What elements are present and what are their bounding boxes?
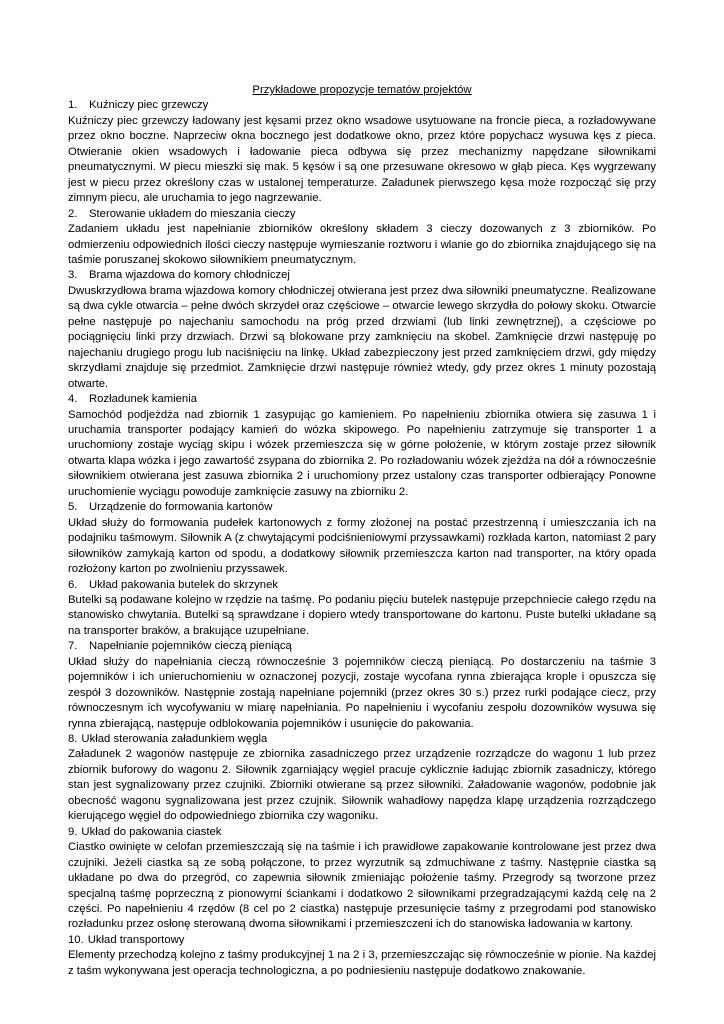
section-heading — [68, 98, 656, 113]
section-title: Kuźniczy piec grzewczy — [89, 99, 209, 112]
section-body: Dwuskrzydłowa brama wjazdowa komory chłodniczej otwierana jest przez dwa siłowniki pneumatyczne. Realizowane są dwa cykle otwarcia – pełne dwóch skrzydeł oraz częściowe – otwarcie lewego skrzydła do połowy skoku. Otwarcie pełne następuje po najechaniu samochodu na próg przed drzwiami (lub linki zewnętrznej), a częściowe po pociągnięciu linki przy drzwiach. Drzwi są blokowane przy zamknięciu na skobel. Zamknięcie drzwi następuję po najechaniu drugiego progu lub naciśnięciu na linkę. Układ zabezpieczony jest przed zamknięciem drzwi, gdy między skrzydłami znajduje się przedmiot. Zamknięcie drzwi następuje również wtedy, gdy przez okres 1 minuty pozostają otwarte. — [68, 284, 656, 390]
section-number: 8. — [68, 733, 78, 746]
section-title: Układ do pakowania ciastek — [81, 825, 222, 838]
section-number: 4. — [68, 393, 78, 406]
section-body: Układ służy do napełniania cieczą równocześnie 3 pojemników cieczą pieniącą. Po dostarczeniu na taśmie 3 pojemników i ich unieruchomieniu w oznaczonej pozycji, zostaje wycofana rynna zbierająca krople i opuszcza się zespół 3 dozowników. Następnie zostają napełniane pojemniki (przez okres 30 s.) przez rurki podające ciecz, przy równoczesnym ich wycofywaniu w miarę napełniania. Po napełnieniu i wycofaniu zespołu dozowników wysuwa się rynna zbierającą, następuje odblokowania pojemników i usunięcie do pakowania. — [68, 655, 656, 730]
section-5 — [68, 500, 656, 577]
section-title: Rozładunek kamienia — [89, 393, 198, 406]
section-body: Zadaniem układu jest napełnianie zbiorników określony składem 3 cieczy dozowanych z 3 zbiorników. Po odmierzeniu odpowiednich ilości cieczy następuje wymieszanie roztworu i wlanie go do zbiornika znajdującego się na taśmie poruszanej skokowo siłownikiem pneumatycznym. — [68, 223, 656, 266]
section-title: Brama wjazdowa do komory chłodniczej — [89, 269, 290, 282]
section-heading — [68, 207, 656, 222]
section-2 — [68, 207, 656, 269]
section-number: 9. — [68, 825, 78, 838]
section-1 — [68, 98, 656, 206]
section-number: 7. — [68, 640, 78, 653]
section-heading — [68, 268, 656, 283]
section-7 — [68, 639, 656, 732]
section-body: Załadunek 2 wagonów następuje ze zbiornika zasadniczego przez urządzenie rozrządcze do wagonu 1 lub przez zbiornik buforowy do wagonu 2. Siłownik zgarniający węgiel pracuje cyklicznie ładując zbiornik zasadniczy, którego stan jest sygnalizowany przez czujniki. Zbiorniki otwierane są przez siłowniki. Załadowanie wagonów, podobnie jak obecność wagonu sygnalizowana jest przez czujnik. Siłownik wahadłowy napędza klapę urządzenia rozrządczego kierującego węgiel do odpowiedniego zbiornika czy wagoniku. — [68, 748, 656, 823]
section-3 — [68, 268, 656, 392]
document-title: Przykładowe propozycje tematów projektów — [252, 84, 472, 96]
section-body: Butelki są podawane kolejno w rzędzie na taśmę. Po podaniu pięciu butelek następuje przepchniecie całego rzędu na stanowisko chwytania. Butelki są sprawdzane i dopiero wtedy transportowane do kartonu. Puste butelki układane są na transporter braków, a brakujące uzupełniane. — [68, 593, 656, 637]
section-heading — [68, 825, 656, 840]
section-number: 1. — [68, 99, 78, 112]
section-number: 6. — [68, 578, 78, 591]
section-title: Układ sterowania załadunkiem węgla — [81, 733, 268, 746]
section-heading — [68, 500, 656, 515]
section-body: Kuźniczy piec grzewczy ładowany jest kęsami przez okno wsadowe usytuowane na froncie pieca, a rozładowywane przez okno boczne. Naprzeciw okna bocznego jest dodatkowe okno, przez które popychacz wysuwa kęs z pieca. Otwieranie okien wsadowych i ładowanie pieca odbywa się przez mechanizmy napędzane siłownikami pneumatycznymi. W piecu mieszki się mak. 5 kęsów i są one przesuwane okresowo w głąb pieca. Kęs wygrzewany jest w piecu przez określony czas w ustalonej temperaturze. Załadunek pierwszego kęsa może rozpocząć się przy zimnym piecu, ale uruchamia to jego nagrzewanie. — [68, 114, 656, 205]
section-body: Ciastko owinięte w celofan przemieszczają się na taśmie i ich prawidłowe zapakowanie kontrolowane jest przez dwa czujniki. Jeżeli ciastka są ze sobą połączone, to przez wyrzutnik są zdmuchiwane z taśmy. Następnie ciastka są układane po dwa do przegród, co zapewnia siłownik zmieniając położenie taśmy. Przegrody są tworzone przez specjalną taśmę poprzeczną z pionowymi ściankami i dodatkowo 2 siłownikami przegradzającymi każdą celę na 2 części. Po napełnieniu 4 rzędów (8 cel po 2 ciastka) następuje przesunięcie taśmy z przegrodami pod stanowisko rozładunku przez osłonę sterowaną dwoma siłownikami i przemieszczeni ich do stanowiska ładowania w kartony. — [68, 841, 656, 931]
document-page — [68, 83, 656, 979]
section-heading — [68, 639, 656, 654]
section-body: Samochód podjeżdża nad zbiornik 1 zasypując go kamieniem. Po napełnieniu zbiornika otwiera się zasuwa 1 i uruchamia transporter podający kamień do wózka skipowego. Po napełnieniu zatrzymuje się transporter 1 a uruchomiony zostaje wyciąg skipu i wózek przemieszcza się w górne położenie, w którym zostaje przez siłownik otwarta klapa wózka i jego zawartość zsypana do zbiornika 2. Po rozładowaniu wózek zjeżdża na dół a równocześnie siłownikiem otwierana jest zasuwa zbiornika 2 i uruchomiony przez ustalony czas transporter odbierający Ponowne uruchomienie wyciągu powoduje zamknięcie zasuwy na zbiorniku 2. — [68, 408, 656, 498]
section-8 — [68, 732, 656, 825]
section-body: Układ służy do formowania pudełek kartonowych z formy złożonej na postać przestrzenną i umieszczania ich na podajniku taśmowym. Siłownik A (z chwytającymi podciśnieniowymi przyssawkami) rozkłada karton, natomiast 2 pary siłowników zamykają karton od spodu, a dodatkowy siłownik przemieszcza karton nad transporter, na który opada rozłożony karton po zwolnieniu przyssawek. — [68, 516, 656, 576]
section-9 — [68, 825, 656, 933]
section-heading — [68, 732, 656, 747]
section-number: 10. — [68, 933, 84, 946]
section-title: Urządzenie do formowania kartonów — [89, 501, 273, 514]
section-10 — [68, 933, 656, 979]
section-title: Układ pakowania butelek do skrzynek — [89, 578, 279, 591]
section-number: 5. — [68, 501, 78, 514]
section-heading — [68, 578, 656, 593]
section-heading — [68, 933, 656, 948]
section-heading — [68, 392, 656, 407]
section-title: Sterowanie układem do mieszania cieczy — [89, 207, 296, 220]
section-body: Elementy przechodzą kolejno z taśmy produkcyjnej 1 na 2 i 3, przemieszczając się równocześnie w pionie. Na każdej z taśm wykonywana jest operacja technologiczna, a po podniesieniu następuje dodatkowo znakowanie. — [68, 949, 656, 977]
section-number: 3. — [68, 269, 78, 282]
section-6 — [68, 578, 656, 640]
section-title: Układ transportowy — [87, 933, 185, 946]
section-number: 2. — [68, 207, 78, 220]
section-4 — [68, 392, 656, 500]
section-title: Napełnianie pojemników cieczą pieniącą — [89, 640, 292, 653]
